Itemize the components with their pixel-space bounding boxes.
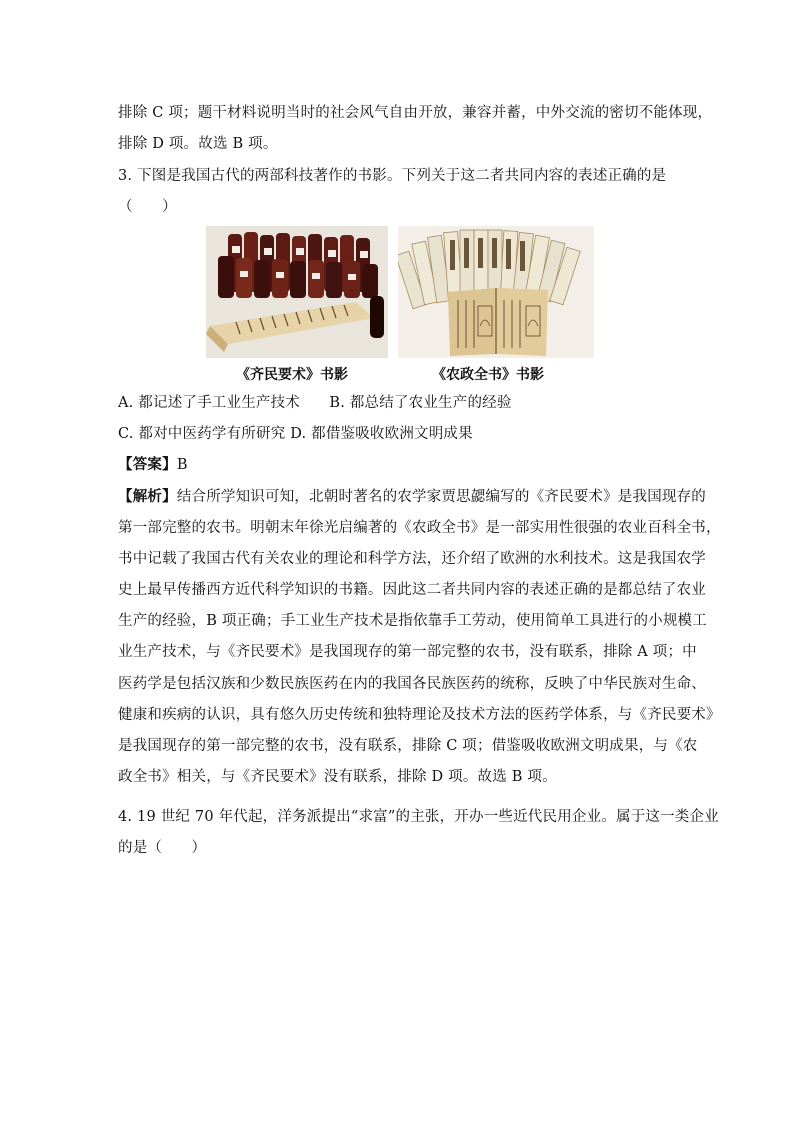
nongzheng-quanshu-caption: 《农政全书》书影 <box>432 367 544 383</box>
analysis-line-3: 书中记载了我国古代有关农业的理论和科学方法，还介绍了欧洲的水利技术。这是我国农学 <box>118 551 706 567</box>
nongzheng-quanshu-image <box>398 226 594 358</box>
analysis-line-1 <box>118 487 707 507</box>
question3-options-line-2: C. 都对中医药学有所研究 D. 都借鉴吸收欧洲文明成果 <box>118 426 473 442</box>
qimin-yaoshu-image <box>206 226 388 358</box>
analysis-line-10: 政全书》相关，与《齐民要术》没有联系，排除 D 项。故选 B 项。 <box>118 769 557 785</box>
question3-stem-line-1: 3. 下图是我国古代的两部科技著作的书影。下列关于这二者共同内容的表述正确的是 <box>118 168 667 184</box>
qimin-yaoshu-caption: 《齐民要术》书影 <box>236 367 348 383</box>
analysis-line-2: 第一部完整的农书。明朝末年徐光启编著的《农政全书》是一部实用性很强的农业百科全书， <box>118 520 721 536</box>
question3-figure <box>206 226 596 386</box>
analysis-line-6: 业生产技术，与《齐民要术》是我国现存的第一部完整的农书，没有联系，排除 A 项；中 <box>118 644 697 660</box>
question3-answer <box>118 455 678 475</box>
prev-answer-line-2: 排除 D 项。故选 B 项。 <box>118 136 278 152</box>
question3-stem-line-2: （ ） <box>118 199 177 215</box>
question4-stem-line-1: 4. 19 世纪 70 年代起，洋务派提出“求富”的主张，开办一些近代民用企业。属于这一类企业 <box>118 809 719 825</box>
analysis-line-9: 是我国现存的第一部完整的农书，没有联系，排除 C 项；借鉴吸收欧洲文明成果，与《农 <box>118 738 698 754</box>
analysis-line-8: 健康和疾病的认识，具有悠久历史传统和独特理论及技术方法的医药学体系，与《齐民要术》 <box>118 707 721 723</box>
analysis-text-1: 结合所学知识可知，北朝时著名的农学家贾思勰编写的《齐民要术》是我国现存的 <box>176 489 707 505</box>
analysis-line-7: 医药学是包括汉族和少数民族医药在内的我国各民族医药的统称，反映了中华民族对生命、 <box>118 676 706 692</box>
answer-label: 【答案】 <box>118 456 177 473</box>
answer-value: B <box>176 457 188 473</box>
question3-options-line-1: A. 都记述了手工业生产技术 B. 都总结了农业生产的经验 <box>118 395 512 411</box>
prev-answer-line-1: 排除 C 项；题干材料说明当时的社会风气自由开放，兼容并蓄，中外交流的密切不能体现， <box>118 105 713 121</box>
analysis-line-5: 生产的经验，B 项正确；手工业生产技术是指依靠手工劳动，使用简单工具进行的小规模工 <box>118 613 707 629</box>
question4-stem-line-2: 的是（ ） <box>118 840 207 856</box>
analysis-line-4: 史上最早传播西方近代科学知识的书籍。因此这二者共同内容的表述正确的是都总结了农业 <box>118 582 706 598</box>
analysis-label: 【解析】 <box>118 488 177 505</box>
